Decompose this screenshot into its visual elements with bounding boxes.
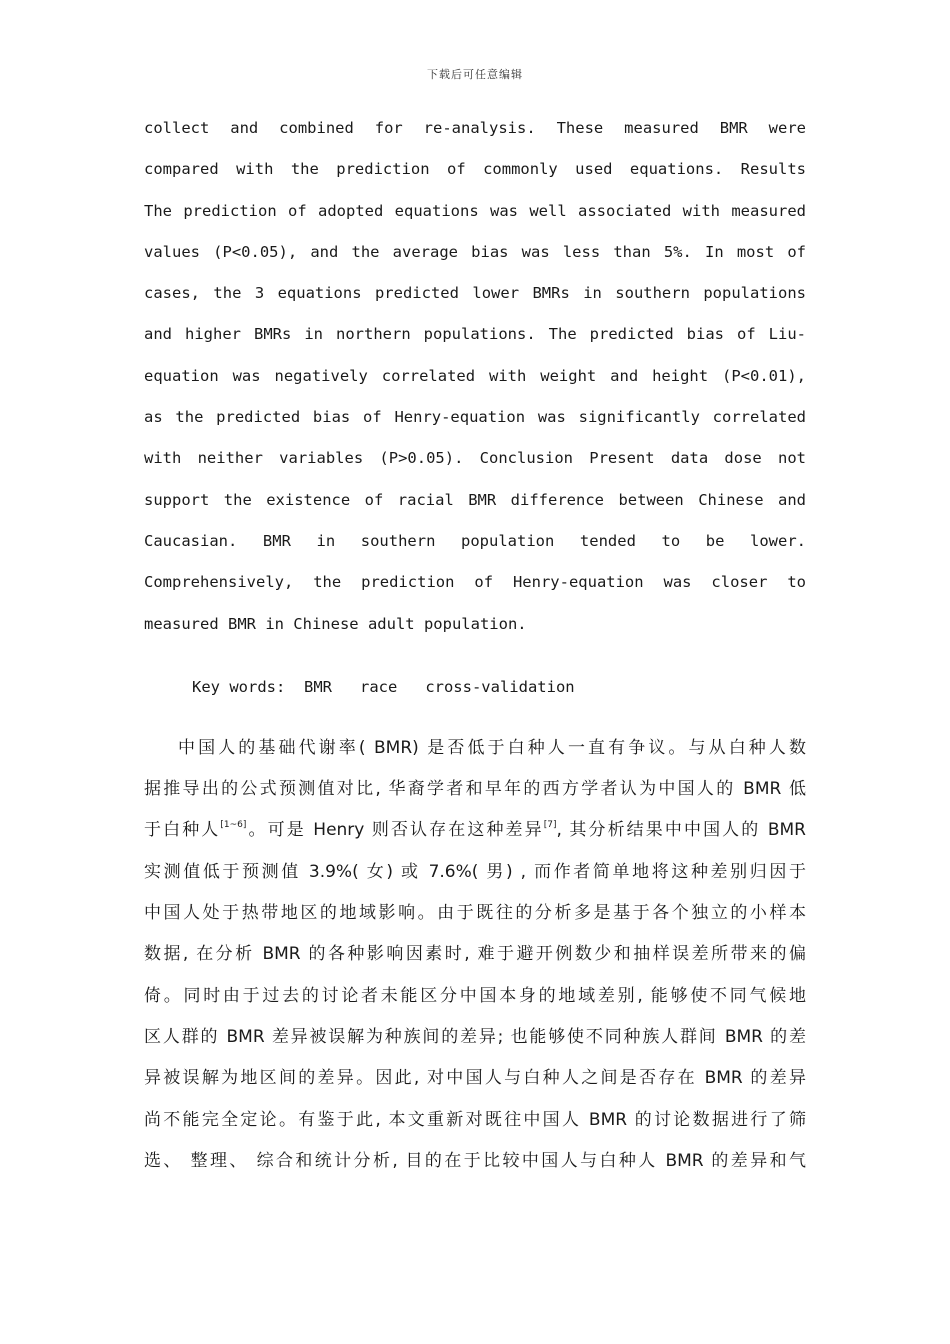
citation-ref: [7] (543, 820, 557, 831)
keywords-line (144, 667, 806, 708)
abstract-paragraph (144, 108, 806, 645)
body-paragraph (144, 728, 806, 1182)
body-line: 实测值低于预测值 3.9%( 女) 或 7.6%( 男) , 而作者简单地将这种差别归因于 (144, 861, 806, 882)
body-line: 中国人处于热带地区的地域影响。由于既往的分析多是基于各个独立的小样本 (144, 903, 806, 924)
body-text: , 其分析结果中中国人的 BMR (556, 820, 806, 841)
abstract-line: and higher BMRs in northern populations. The predicted bias of Liu- (144, 325, 806, 344)
keywords-label: Key words: (192, 677, 286, 696)
citation-ref: [1~6] (220, 820, 247, 831)
body-text: 于白种人 (144, 820, 221, 841)
abstract-line: equation was negatively correlated with weight and height (P<0.01), (144, 366, 806, 385)
body-line: 异被误解为地区间的差异。因此, 对中国人与白种人之间是否存在 BMR 的差异 (144, 1068, 806, 1089)
body-line: 据推导出的公式预测值对比, 华裔学者和早年的西方学者认为中国人的 BMR 低 (144, 779, 806, 800)
body-text: 。可是 Henry 则否认存在这种差异 (246, 820, 544, 841)
document-content (144, 108, 806, 1182)
body-line: 数据, 在分析 BMR 的各种影响因素时, 难于避开例数少和抽样误差所带来的偏 (144, 944, 806, 965)
abstract-line: The prediction of adopted equations was well associated with measured (144, 201, 806, 220)
abstract-line: compared with the prediction of commonly used equations. Results (144, 160, 806, 179)
abstract-line: as the predicted bias of Henry-equation was significantly correlated (144, 408, 806, 427)
keywords-terms: BMR race cross-validation (304, 677, 575, 696)
page-header: 下载后可任意编辑 (427, 68, 523, 81)
body-line: 尚不能完全定论。有鉴于此, 本文重新对既往中国人 BMR 的讨论数据进行了筛 (144, 1109, 806, 1130)
body-line: 区人群的 BMR 差异被误解为种族间的差异; 也能够使不同种族人群间 BMR 的差 (144, 1026, 806, 1047)
abstract-line: cases, the 3 equations predicted lower BMRs in southern populations (144, 284, 806, 303)
abstract-line: collect and combined for re-analysis. These measured BMR were (144, 119, 806, 137)
abstract-line: values (P<0.05), and the average bias was less than 5%. In most of (144, 242, 806, 261)
abstract-line: Caucasian. BMR in southern population tended to be lower. (144, 531, 806, 550)
abstract-line: measured BMR in Chinese adult population. (144, 614, 527, 633)
body-line-with-refs (144, 810, 806, 851)
abstract-line: with neither variables (P>0.05). Conclusion Present data dose not (144, 449, 806, 468)
abstract-line: Comprehensively, the prediction of Henry-equation was closer to (144, 573, 806, 592)
body-line: 中国人的基础代谢率( BMR) 是否低于白种人一直有争议。与从白种人数 (178, 737, 806, 758)
abstract-line: support the existence of racial BMR difference between Chinese and (144, 490, 806, 509)
body-line: 倚。同时由于过去的讨论者未能区分中国本身的地域差别, 能够使不同气候地 (144, 985, 806, 1006)
body-line: 选、 整理、 综合和统计分析, 目的在于比较中国人与白种人 BMR 的差异和气 (144, 1150, 806, 1171)
